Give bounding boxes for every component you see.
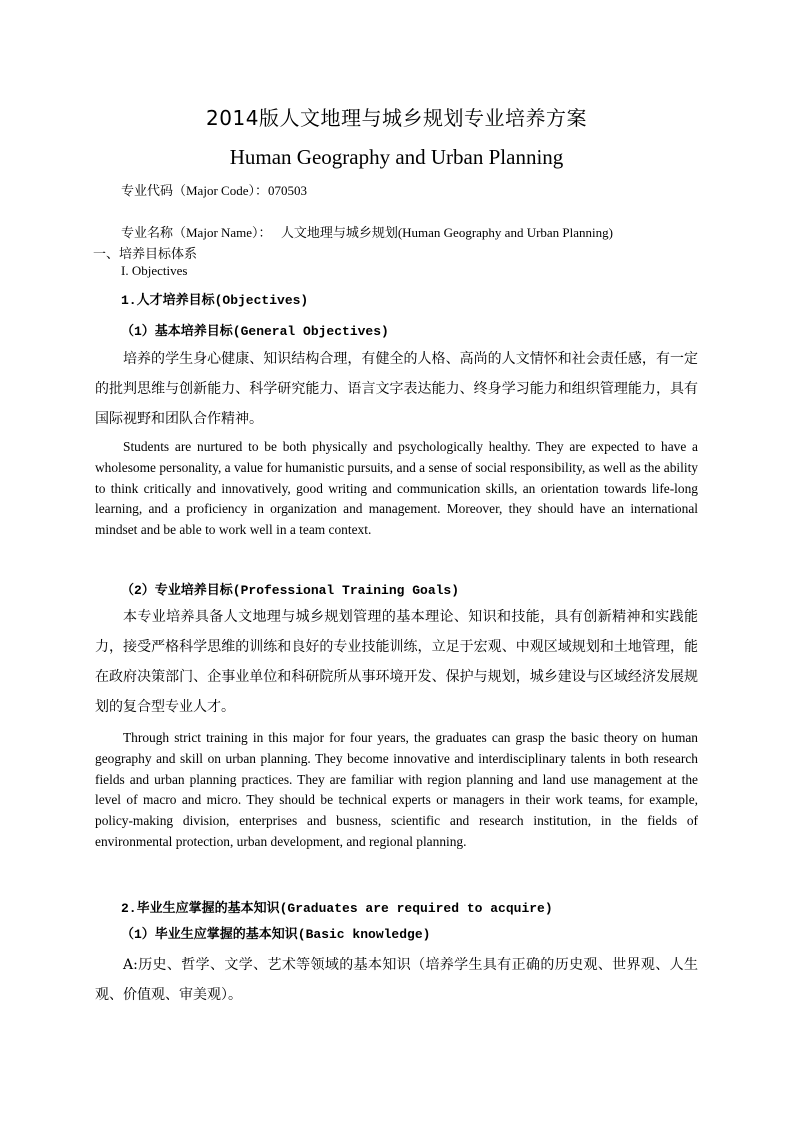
major-name-value: 人文地理与城乡规划(Human Geography and Urban Planning) (280, 225, 613, 240)
item-heading-general-objectives: （1）基本培养目标(General Objectives) (121, 324, 389, 339)
major-code-label: 专业代码（Major Code）： (121, 183, 268, 198)
section-heading-en: I. Objectives (121, 263, 188, 278)
item-heading-basic-knowledge: （1）毕业生应掌握的基本知识(Basic knowledge) (121, 927, 431, 942)
paragraph-general-objectives-en: Students are nurtured to be both physically and psychologically healthy. They are expected to have a wholesome personality, a value for humanistic pursuits, and a sense of social responsibility, as well as the ability to think critically and innovatively, good writing and communication skills, an orientation towards life-long learning, and a proficiency in organization and management. Moreover, they should have an international mindset and be able to work well in a team context. (95, 439, 698, 538)
subsection-heading-graduates-acquire: 2.毕业生应掌握的基本知识(Graduates are required to acquire) (121, 901, 553, 916)
major-code-line (121, 180, 307, 199)
item-heading-professional-goals: （2）专业培养目标(Professional Training Goals) (121, 583, 460, 598)
document-title-cn: 2014版人文地理与城乡规划专业培养方案 (206, 106, 587, 130)
paragraph-professional-goals-en: Through strict training in this major for four years, the graduates can grasp the basic theory on human geography and skill on urban planning. They become innovative and interdisciplinary talents in both research fields and urban planning practices. They are familiar with region planning and land use management at the level of macro and micro. They should be technical experts or managers in their work teams, for example, policy-making division, enterprises and busness, scientific and research institution, in the fields of environmental protection, urban development, and regional planning. (95, 730, 698, 849)
major-code-value: 070503 (267, 183, 307, 198)
subsection-heading-objectives: 1.人才培养目标(Objectives) (121, 293, 309, 308)
paragraph-professional-goals-cn: 本专业培养具备人文地理与城乡规划管理的基本理论、知识和技能，具有创新精神和实践能力，接受严格科学思维的训练和良好的专业技能训练，立足于宏观、中观区域规划和土地管理，能在政府决策部门、企事业单位和科研院所从事环境开发、保护与规划，城乡建设与区域经济发展规划的复合型专业人才。 (95, 609, 698, 715)
major-name-line (121, 222, 613, 241)
section-heading-cn: 一、培养目标体系 (93, 247, 198, 262)
paragraph-general-objectives-cn: 培养的学生身心健康、知识结构合理，有健全的人格、高尚的人文情怀和社会责任感，有一定的批判思维与创新能力、科学研究能力、语言文字表达能力、终身学习能力和组织管理能力，具有国际视野和团队合作精神。 (95, 351, 698, 427)
major-name-label: 专业名称（Major Name）： (121, 225, 272, 240)
document-title-en: Human Geography and Urban Planning (229, 145, 564, 169)
paragraph-basic-knowledge-cn: A:历史、哲学、文学、艺术等领域的基本知识（培养学生具有正确的历史观、世界观、人生观、价值观、审美观）。 (95, 957, 698, 1003)
